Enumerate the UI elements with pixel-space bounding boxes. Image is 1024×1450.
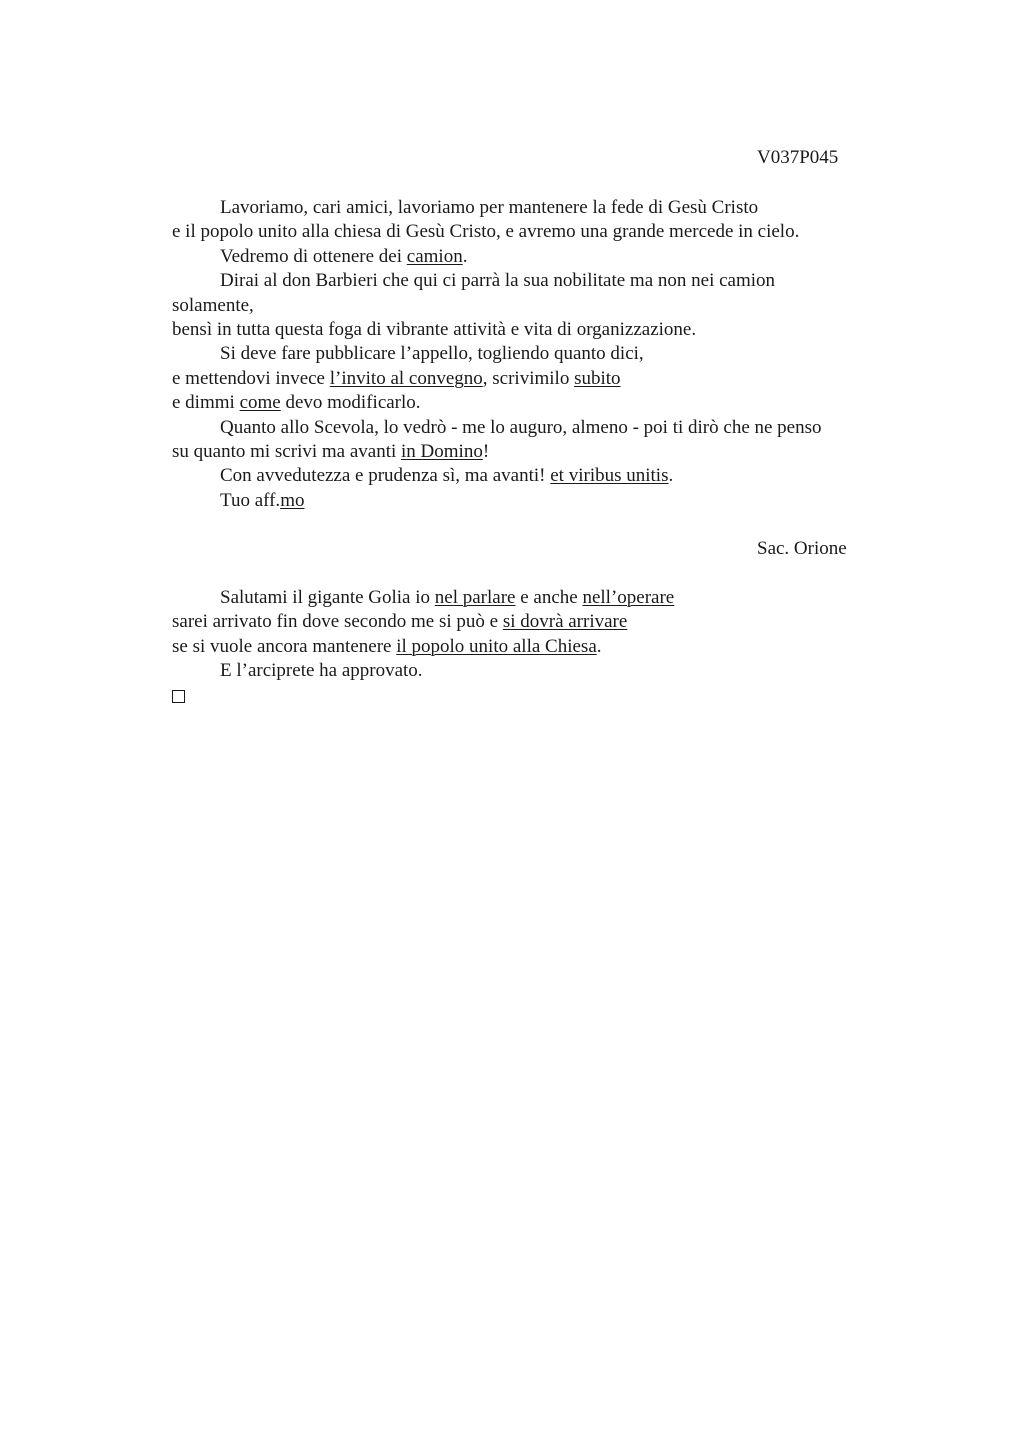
letter-line: Vedremo di ottenere dei camion. [220,245,468,267]
letter-line: solamente, [172,294,254,316]
underlined-text: l’invito al convegno [329,367,483,389]
letter-line: Quanto allo Scevola, lo vedrò - me lo auguro, almeno - poi ti dirò che ne penso [220,416,822,438]
square-box-icon [172,690,185,703]
underlined-text: in Domino [401,440,483,462]
postscript-line: sarei arrivato fin dove secondo me si può e si dovrà arrivare [172,611,628,633]
letter-body [172,196,892,513]
underlined-text: nel parlare [434,587,516,608]
underlined-text: mo [280,489,305,511]
letter-line: e mettendovi invece l’invito al convegno, scrivimilo subito [172,367,621,389]
postscript-line: Salutami il gigante Golia io nel parlare e anche nell’operare [220,587,675,608]
letter-closing: Tuo aff.mo [220,489,305,511]
underlined-text: come [239,392,281,414]
postscript-line: E l’arciprete ha approvato. [220,660,423,682]
underlined-text: il popolo unito alla Chiesa [396,635,597,657]
letter-line: Con avvedutezza e prudenza sì, ma avanti! et viribus unitis. [220,465,674,487]
letter-line: Dirai al don Barbieri che qui ci parrà la sua nobilitate ma non nei camion [220,270,776,292]
end-marker [172,684,892,708]
document-reference: V037P045 [757,147,839,168]
underlined-text: subito [574,367,621,389]
postscript [172,586,892,708]
letter-line: su quanto mi scrivi ma avanti in Domino! [172,440,490,462]
signature: Sac. Orione [757,538,847,559]
letter-line: e il popolo unito alla chiesa di Gesù Cristo, e avremo una grande mercede in cielo. [172,221,800,243]
underlined-text: si dovrà arrivare [502,611,628,633]
letter-line: e dimmi come devo modificarlo. [172,392,421,414]
letter-line: Lavoriamo, cari amici, lavoriamo per mantenere la fede di Gesù Cristo [220,197,759,218]
postscript-line: se si vuole ancora mantenere il popolo unito alla Chiesa. [172,635,602,657]
underlined-text: nell’operare [582,587,675,608]
letter-line: bensì in tutta questa foga di vibrante attività e vita di organizzazione. [172,318,697,340]
underlined-text: et viribus unitis [550,465,669,487]
letter-line: Si deve fare pubblicare l’appello, togliendo quanto dici, [220,343,644,365]
underlined-text: camion [406,245,463,267]
